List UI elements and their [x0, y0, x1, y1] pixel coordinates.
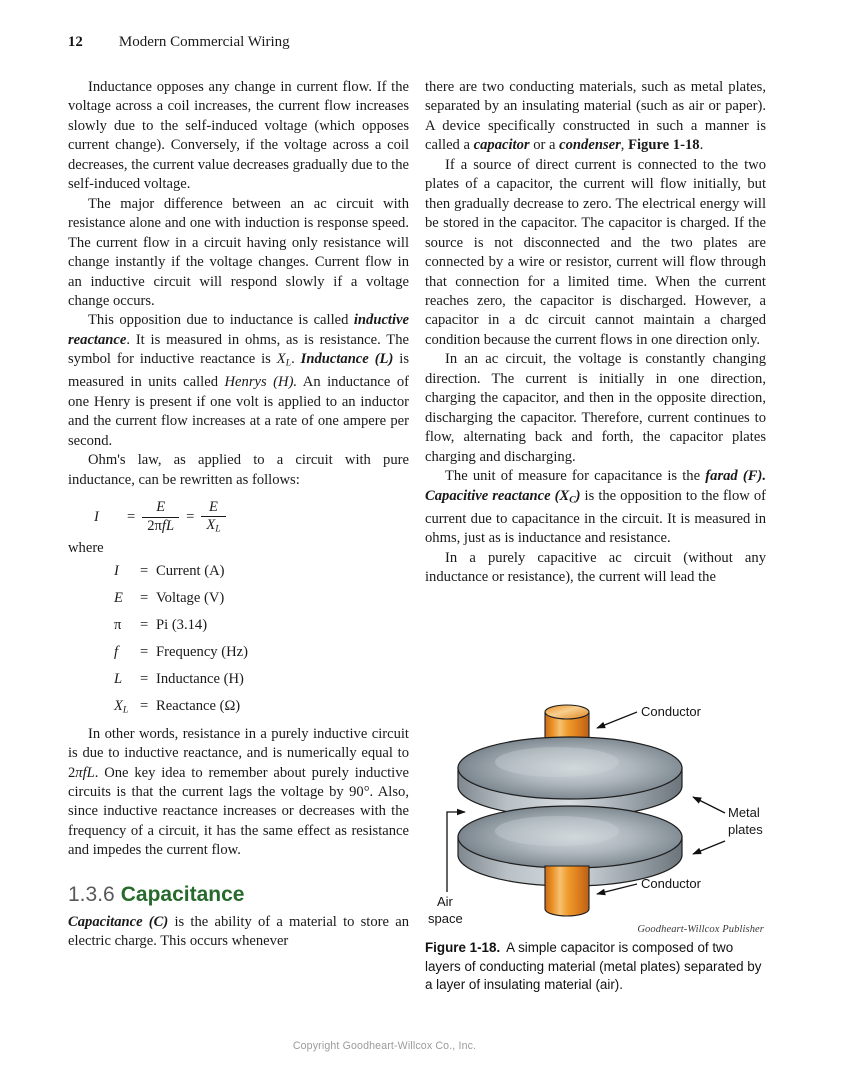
label-air-space-line1: Air	[437, 894, 453, 909]
variable-row	[114, 698, 409, 725]
figure-caption-number: Figure 1-18.	[425, 940, 501, 955]
variable-definition: Frequency (Hz)	[156, 643, 248, 660]
variable-definition: Voltage (V)	[156, 589, 225, 606]
section-title: Capacitance	[120, 882, 245, 906]
variable-row	[114, 644, 409, 671]
page-number: 12	[68, 34, 83, 50]
term-inductance: Inductance (L)	[300, 351, 394, 368]
left-column	[68, 78, 409, 952]
paragraph-ac-circuit-voltage: In an ac circuit, the voltage is constantly changing direction. The current is initially in one direction, charging the capacitor, and then in the opposite direction, discharging the capacitor. Therefore, current continues to flow, alternating back and forth, the capacitor plates charging and discharging.	[425, 351, 766, 465]
section-number: 1.3.6	[68, 882, 115, 906]
running-head	[68, 34, 768, 56]
fraction-e-over-2pifl	[142, 500, 179, 534]
capacitor-illustration	[425, 694, 766, 926]
variable-symbol-subscript: L	[122, 704, 129, 716]
term-capacitive-reactance	[425, 488, 581, 504]
variable-symbol-base: X	[114, 697, 123, 714]
label-air-space-line2: space	[428, 911, 463, 926]
leader-top-conductor	[597, 712, 637, 728]
paragraph-purely-capacitive: In a purely capacitive ac circuit (without any inductance or resistance), the current will lead the	[425, 549, 766, 586]
term-capacitor: capacitor	[473, 137, 530, 154]
equation-inductive-ohms-law	[94, 497, 409, 537]
term-inductive-reactance: inductive reactance	[68, 312, 409, 348]
variable-definition-list	[68, 563, 409, 725]
variable-symbol: L	[114, 670, 123, 687]
term-xc-subscript: C	[569, 494, 576, 506]
variable-symbol: E	[114, 589, 123, 606]
label-conductor-bottom: Conductor	[641, 876, 701, 891]
text-run: . It is measured in ohms, as is resistance. The symbol for inductive reactance is	[68, 331, 409, 368]
text-run: .	[699, 137, 704, 154]
variable-definition: Inductance (H)	[156, 670, 244, 687]
text-run: An inductance of one Henry is present if one volt is applied to an inductor and the current flow increases at a rate of one ampere per second.	[68, 374, 409, 449]
term-farad: farad (F).	[705, 468, 766, 485]
label-metal-plates-line2: plates	[728, 822, 763, 837]
variable-equals: =	[140, 697, 149, 714]
paragraph-inductive-reactance	[68, 311, 409, 451]
formula-block	[68, 497, 409, 537]
text-run: .	[291, 351, 301, 368]
figure-1-18	[425, 694, 766, 995]
text-run: . One key idea to remember about purely inductive circuits is that the current lags the voltage by 90°. Also, since inductive reactance increases or decreases with the frequency of a circuit, it has the same effect as resistance and impedes the current flow.	[68, 764, 409, 859]
equation-lhs: I	[94, 508, 99, 525]
term-henrys: Henrys (H).	[224, 374, 298, 391]
variable-equals: =	[140, 670, 149, 687]
equals-sign-1: =	[127, 508, 136, 525]
text-run: This opposition due to inductance is called	[88, 312, 354, 329]
text-run: is measured in units called	[68, 351, 410, 391]
paragraph-major-difference: The major difference between an ac circuit with resistance alone and one with induction is response speed. The current flow in a circuit having only resistance will change instantly if the voltage changes. Current flow in an inductive circuit will respond slowly if a voltage change occurs.	[68, 195, 409, 309]
variable-symbol: I	[114, 562, 119, 579]
paragraph-direct-current-source: If a source of direct current is connected to the two plates of a capacitor, the current will flow initially, but then gradually decrease to zero. The electrical energy will be stored in the capacitor. The capacitor is charged. If the source is not disconnected and the two plates are connected by a wire or resistor, current will flow through that connection for a limited time. When the current reaches zero, the capacitor is discharged. However, a capacitor in a dc circuit cannot maintain a charged condition because the current flows in one direction only.	[425, 156, 766, 348]
term-condenser: condenser	[559, 137, 621, 154]
figure-caption-text: A simple capacitor is composed of two layers of conducting material (metal plates) separated by a layer of insulating material (air).	[425, 940, 762, 993]
den-rest: fL	[161, 517, 175, 534]
variable-equals: =	[140, 616, 149, 633]
section-heading-capacitance	[68, 883, 409, 907]
symbol-xl-subscript: L	[285, 358, 292, 370]
text-run: In other words, resistance in a purely inductive circuit is due to inductive reactance, and is numerically equal to 2	[68, 725, 409, 781]
variable-row	[114, 563, 409, 590]
variable-row	[114, 671, 409, 698]
variable-definition: Current (A)	[156, 562, 225, 579]
variable-symbol	[114, 698, 140, 716]
text-run: is the ability of a material to store an electric charge. This occurs whenever	[68, 913, 409, 950]
where-label: where	[68, 540, 104, 557]
figure-caption	[425, 939, 766, 995]
text-run: or a	[529, 137, 560, 154]
label-metal-plates-line1: Metal	[728, 805, 760, 820]
leader-metal-plate-bottom	[693, 841, 725, 854]
den-pi: π	[154, 517, 162, 534]
text-run: The unit of measure for capacitance is the	[445, 468, 706, 485]
fraction-denominator	[142, 518, 179, 534]
right-column	[425, 78, 766, 587]
label-conductor-top: Conductor	[641, 704, 701, 719]
variable-equals: =	[140, 562, 149, 579]
figure-credit: Goodheart-Willcox Publisher	[637, 924, 764, 935]
text-run: is the opposition to the flow of current due to capacitance in the circuit. It is measured in ohms, just as is inductance and resistance.	[425, 487, 766, 547]
figure-reference: Figure 1-18	[628, 137, 700, 154]
den-x: X	[206, 516, 216, 533]
bottom-conductor-cylinder	[545, 866, 589, 916]
paragraph-two-conducting-materials	[425, 78, 766, 156]
term-close-paren: )	[575, 487, 581, 504]
symbol-fl: fL	[82, 764, 95, 781]
variable-row	[114, 590, 409, 617]
variable-symbol: π	[114, 616, 122, 633]
fraction-e-over-xl	[201, 500, 225, 535]
term-capacitance: Capacitance (C)	[68, 913, 169, 930]
leader-metal-plate-top	[693, 797, 725, 813]
variable-definition: Pi (3.14)	[156, 616, 208, 633]
page-footer-copyright: Copyright Goodheart-Willcox Co., Inc.	[292, 1040, 477, 1052]
paragraph-ohms-law: Ohm's law, as applied to a circuit with pure inductance, can be rewritten as follows:	[68, 452, 409, 488]
den-coefficient: 2	[147, 517, 155, 534]
fraction-numerator: E	[156, 499, 166, 516]
paragraph-inductance-opposes: Inductance opposes any change in current flow. If the voltage across a coil increases, the current flow increases slowly due to the self-induced voltage (which opposes current change). Conversely, if the voltage across a coil decreases, the current value decreases gradually due to the self-induced voltage.	[68, 79, 409, 193]
variable-equals: =	[140, 643, 149, 660]
variable-equals: =	[140, 589, 149, 606]
paragraph-in-other-words	[68, 725, 409, 861]
leader-bottom-conductor	[597, 884, 637, 894]
book-title: Modern Commercial Wiring	[118, 34, 290, 50]
symbol-xl: X	[276, 351, 286, 368]
fraction-denominator	[201, 517, 225, 535]
variable-symbol: f	[114, 643, 119, 660]
paragraph-capacitance-def	[68, 913, 409, 952]
variable-row	[114, 617, 409, 644]
symbol-pi: π	[75, 764, 83, 781]
text-run: there are two conducting materials, such as metal plates, separated by an insulating material (such as air or paper). A device specifically constructed in such a manner is called a	[425, 79, 766, 154]
paragraph-farad-capacitive-reactance	[425, 467, 766, 549]
text-run: ,	[620, 137, 629, 154]
term-text: Capacitive reactance (X	[425, 487, 570, 504]
top-metal-plate	[458, 737, 682, 817]
fraction-numerator: E	[208, 498, 218, 515]
variable-definition: Reactance (Ω)	[156, 697, 241, 714]
equals-sign-2: =	[186, 508, 195, 525]
den-x-subscript: L	[215, 523, 221, 535]
